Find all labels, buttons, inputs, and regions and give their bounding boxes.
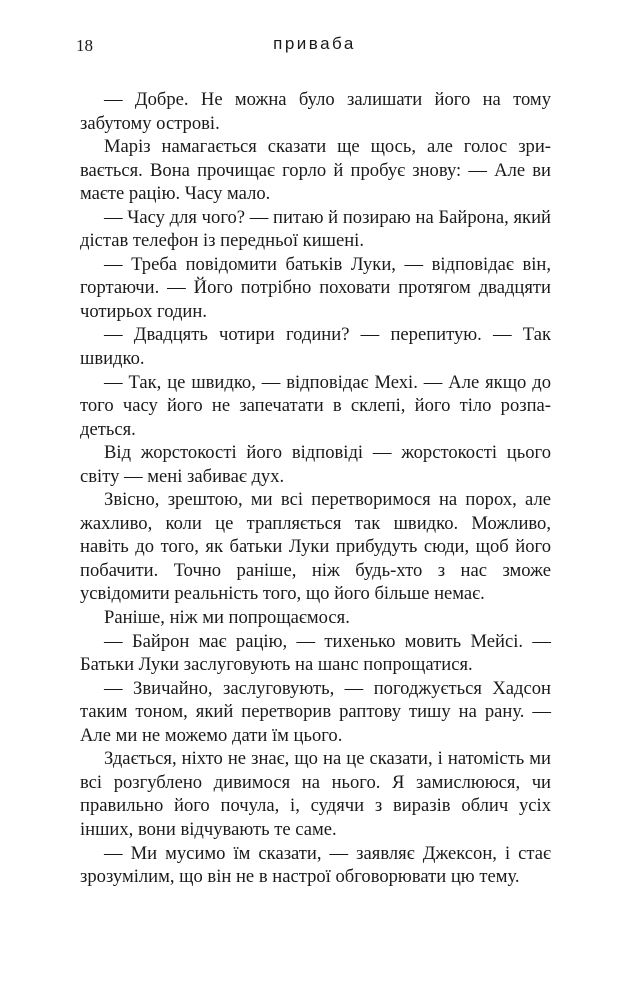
- text-body: [80, 88, 551, 889]
- paragraph: — Двадцять чотири години? — перепитую. — Так швидко.: [80, 324, 551, 370]
- paragraph: Маріз намагається сказати ще щось, але голос зривається. Вона прочищає горло й пробує знову: — Але ви маєте рацію. Часу мало.: [80, 136, 551, 205]
- paragraph: Звісно, зрештою, ми всі перетворимося на порох, але жахливо, коли це трапляється так швидко. Можливо, навіть до того, як батьки Луки прибудуть сюди, щоб його побачити. Точно раніше, ніж будь-хто з нас зможе усвідомити реальність того, що його більше немає.: [80, 489, 551, 605]
- paragraph: Здається, ніхто не знає, що на це сказати, і натомість ми всі розгублено дивимося на нього. Я замислююся, чи правильно його почула, і, судячи з виразів облич усіх інших, вони відчувають те саме.: [80, 748, 551, 840]
- paragraph: — Байрон має рацію, — тихенько мовить Мейсі. — Батьки Луки заслуговують на шанс попрощатися.: [80, 630, 551, 676]
- paragraph: — Звичайно, заслуговують, — погоджується Хадсон таким тоном, який перетворив раптову тишу на рану. — Але ми не можемо дати їм цього.: [80, 677, 551, 746]
- paragraph: — Добре. Не можна було залишати його на тому забутому острові.: [80, 89, 551, 134]
- paragraph: — Треба повідомити батьків Луки, — відповідає він, гортаючи. — Його потрібно поховати протягом двадцяти чотирьох годин.: [80, 253, 551, 322]
- page-number: 18: [76, 36, 93, 55]
- paragraph: Раніше, ніж ми попрощаємося.: [104, 607, 350, 629]
- paragraph: Від жорстокості його відповіді — жорстокості цього світу — мені забиває дух.: [80, 442, 551, 487]
- running-title: приваба: [273, 34, 356, 53]
- paragraph: — Ми мусимо їм сказати, — заявляє Джексон, і стає зрозумілим, що він не в настрої обговорювати цю тему.: [80, 842, 551, 888]
- paragraph: — Часу для чого? — питаю й позираю на Байрона, який дістав телефон із передньої кишені.: [80, 206, 551, 252]
- paragraph: — Так, це швидко, — відповідає Мехі. — Але якщо до того часу його не запечатати в склепі, його тіло розпадеться.: [80, 371, 551, 440]
- page-header: [0, 30, 629, 60]
